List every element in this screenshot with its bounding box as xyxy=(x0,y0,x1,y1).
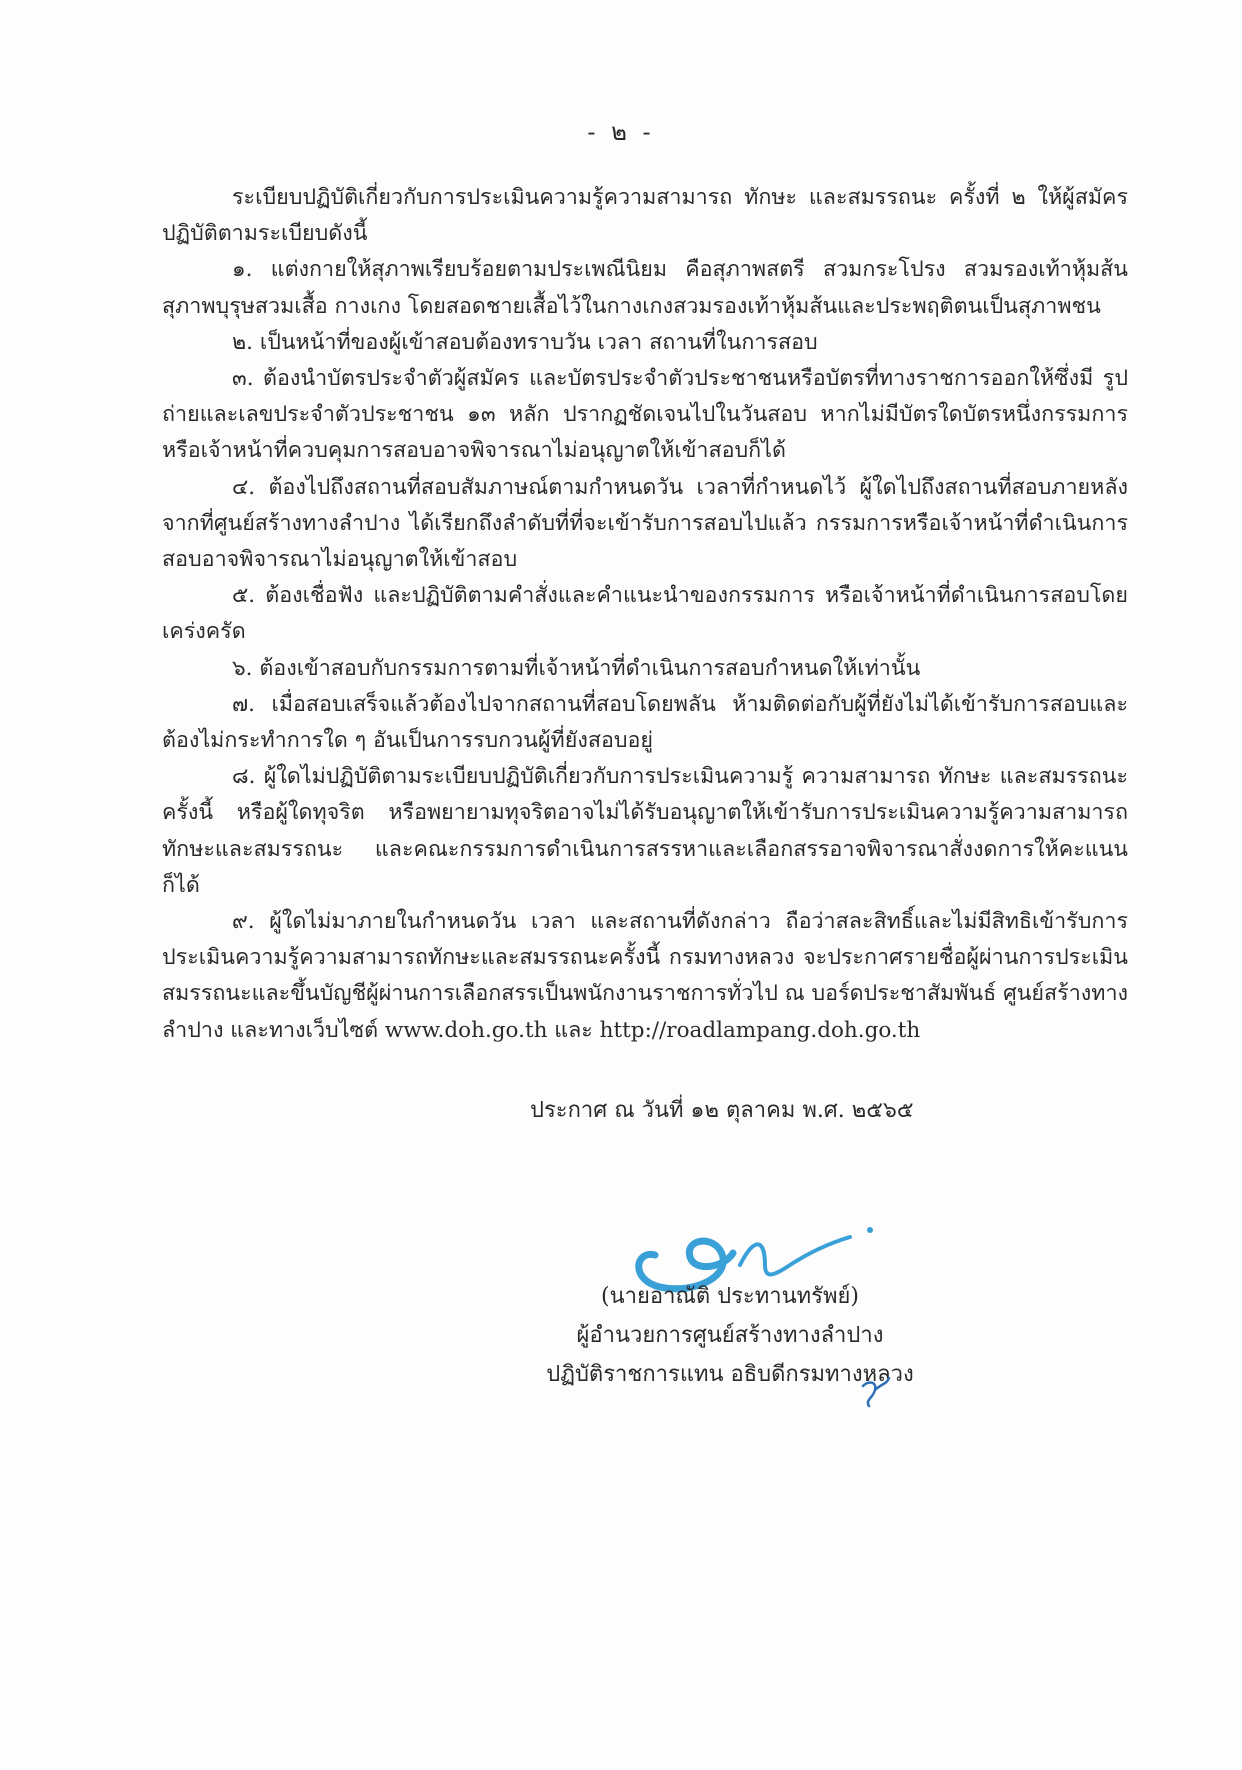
rule-item-8: ๘. ผู้ใดไม่ปฏิบัติตามระเบียบปฏิบัติเกี่ยวกับการประเมินความรู้ ความสามารถ ทักษะ และสมรรถนะครั้งนี้ หรือผู้ใดทุจริต หรือพยายามทุจริตอาจไม่ได้รับอนุญาตให้เข้ารับการประเมินความรู้ความสามารถทักษะและสมรรถนะ และคณะกรรมการดำเนินการสรรหาและเลือกสรรอาจพิจารณาสั่งงดการให้คะแนนก็ได้ xyxy=(162,764,1128,898)
rule-item-3: ๓. ต้องนำบัตรประจำตัวผู้สมัคร และบัตรประจำตัวประชาชนหรือบัตรที่ทางราชการออกให้ซึ่งมี รูปถ่ายและเลขประจำตัวประชาชน ๑๓ หลัก ปรากฏชัดเจนไปในวันสอบ หากไม่มีบัตรใดบัตรหนึ่งกรรมการหรือเจ้าหน้าที่ควบคุมการสอบอาจพิจารณาไม่อนุญาตให้เข้าสอบก็ได้ xyxy=(162,366,1128,464)
rule-item-2: ๒. เป็นหน้าที่ของผู้เข้าสอบต้องทราบวัน เวลา สถานที่ในการสอบ xyxy=(232,329,818,355)
page-number: - ๒ - xyxy=(587,118,655,146)
initial-mark xyxy=(855,1372,895,1412)
signer-position: ผู้อำนวยการศูนย์สร้างทางลำปาง xyxy=(576,1323,884,1348)
rule-item-5: ๕. ต้องเชื่อฟัง และปฏิบัติตามคำสั่งและคำแนะนำของกรรมการ หรือเจ้าหน้าที่ดำเนินการสอบโดยเคร่งครัด xyxy=(162,583,1128,645)
announcement-date: ประกาศ ณ วันที่ ๑๒ ตุลาคม พ.ศ. ๒๕๖๕ xyxy=(530,1098,914,1123)
rule-item-6: ๖. ต้องเข้าสอบกับกรรมการตามที่เจ้าหน้าที่ดำเนินการสอบกำหนดให้เท่านั้น xyxy=(232,655,921,681)
document-body xyxy=(162,180,1128,1049)
rule-item-7: ๗. เมื่อสอบเสร็จแล้วต้องไปจากสถานที่สอบโดยพลัน ห้ามติดต่อกับผู้ที่ยังไม่ได้เข้ารับการสอบและต้องไม่กระทำการใด ๆ อันเป็นการรบกวนผู้ที่ยังสอบอยู่ xyxy=(162,691,1128,754)
intro-paragraph: ระเบียบปฏิบัติเกี่ยวกับการประเมินความรู้ความสามารถ ทักษะ และสมรรถนะ ครั้งที่ ๒ ให้ผู้สมัครปฏิบัติตามระเบียบดังนี้ xyxy=(162,185,1128,247)
signer-name: (นายอาณัติ ประทานทรัพย์) xyxy=(601,1284,859,1309)
rule-item-4: ๔. ต้องไปถึงสถานที่สอบสัมภาษณ์ตามกำหนดวัน เวลาที่กำหนดไว้ ผู้ใดไปถึงสถานที่สอบภายหลังจากที่ศูนย์สร้างทางลำปาง ได้เรียกถึงลำดับที่ที่จะเข้ารับการสอบไปแล้ว กรรมการหรือเจ้าหน้าที่ดำเนินการสอบอาจพิจารณาไม่อนุญาตให้เข้าสอบ xyxy=(162,474,1128,573)
rule-item-1: ๑. แต่งกายให้สุภาพเรียบร้อยตามประเพณีนิยม คือสุภาพสตรี สวมกระโปรง สวมรองเท้าหุ้มส้น สุภาพบุรุษสวมเสื้อ กางเกง โดยสอดชายเสื้อไว้ในกางเกงสวมรองเท้าหุ้มส้นและประพฤติตนเป็นสุภาพชน xyxy=(162,257,1128,319)
signer-acting: ปฏิบัติราชการแทน อธิบดีกรมทางหลวง xyxy=(546,1362,914,1387)
rule-item-9: ๙. ผู้ใดไม่มาภายในกำหนดวัน เวลา และสถานที่ดังกล่าว ถือว่าสละสิทธิ์และไม่มีสิทธิเข้ารับการประเมินความรู้ความสามารถทักษะและสมรรถนะครั้งนี้ กรมทางหลวง จะประกาศรายชื่อผู้ผ่านการประเมินสมรรถนะและขึ้นบัญชีผู้ผ่านการเลือกสรรเป็นพนักงานราชการทั่วไป ณ บอร์ดประชาสัมพันธ์ ศูนย์สร้างทางลำปาง และทางเว็บไซต์ www.doh.go.th และ http://roadlampang.doh.go.th xyxy=(162,909,1129,1043)
